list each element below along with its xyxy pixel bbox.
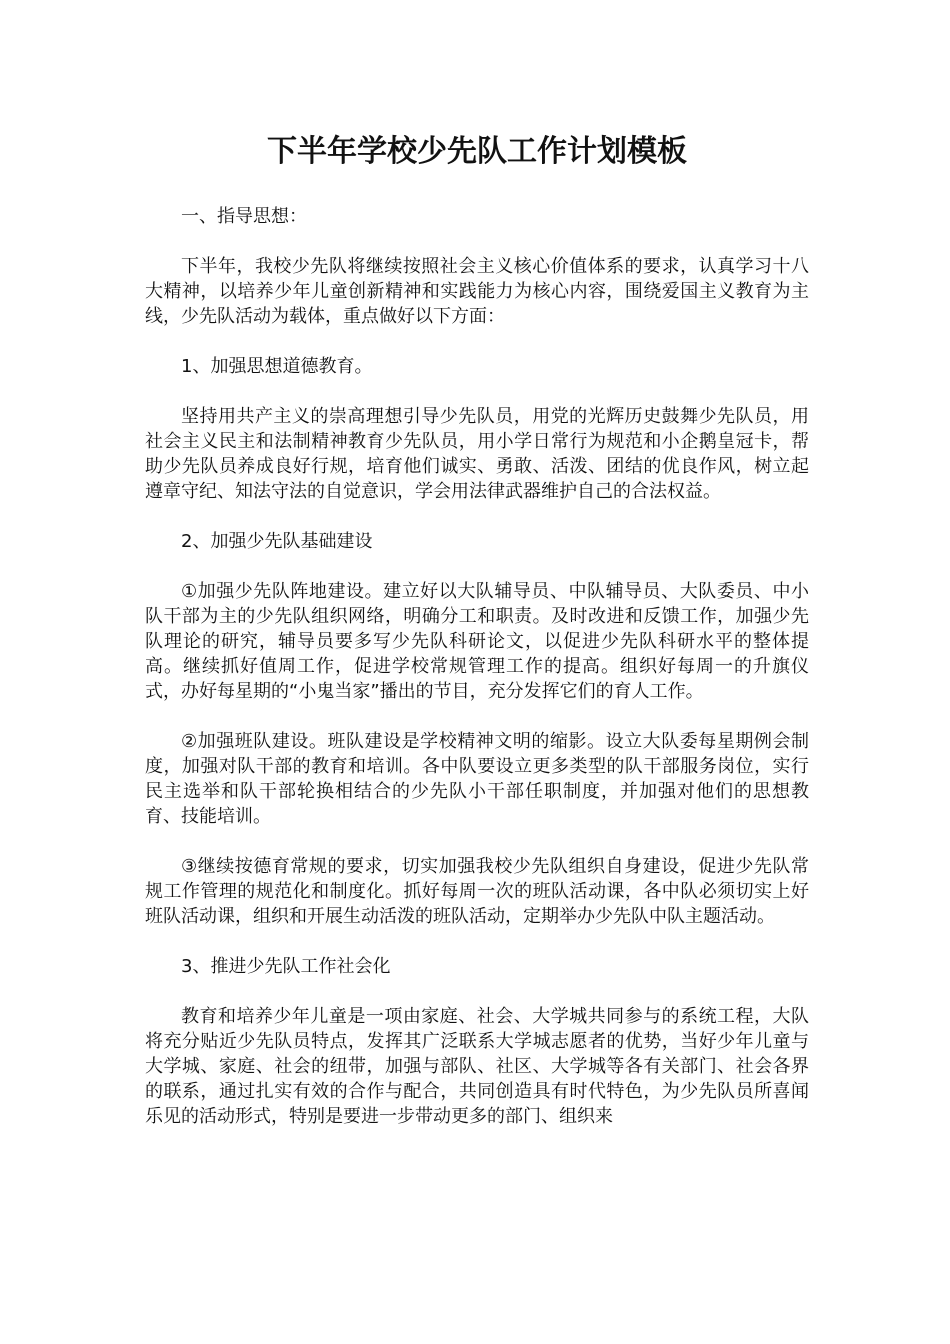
section-heading-guiding-ideology: 一、指导思想：: [181, 206, 307, 227]
section-heading-moral-education: 1、加强思想道德教育。: [181, 356, 373, 377]
paragraph-routine-building: ③继续按德育常规的要求，切实加强我校少先队组织自身建设，促进少先队常规工作管理的规范化和制度化。抓好每周一次的班队活动课，各中队必须切实上好班队活动课，组织和开展生动活泼的班队活动，定期举办少先队中队主题活动。: [145, 856, 809, 927]
document-title: 下半年学校少先队工作计划模板: [267, 134, 687, 169]
section-heading-foundation-building: 2、加强少先队基础建设: [181, 531, 373, 552]
paragraph-moral-education: 坚持用共产主义的崇高理想引导少先队员，用党的光辉历史鼓舞少先队员，用社会主义民主和法制精神教育少先队员，用小学日常行为规范和小企鹅皇冠卡，帮助少先队员养成良好行规，培育他们诚实、勇敢、活泼、团结的优良作风，树立起遵章守纪、知法守法的自觉意识，学会用法律武器维护自己的合法权益。: [145, 406, 809, 502]
document-page: [145, 128, 809, 1154]
paragraph-position-building: ①加强少先队阵地建设。建立好以大队辅导员、中队辅导员、大队委员、中小队干部为主的少先队组织网络，明确分工和职责。及时改进和反馈工作，加强少先队理论的研究，辅导员要多写少先队科研论文，以促进少先队科研水平的整体提高。继续抓好值周工作，促进学校常规管理工作的提高。组织好每周一的升旗仪式，办好每星期的“小鬼当家”播出的节目，充分发挥它们的育人工作。: [145, 581, 809, 702]
section-heading-socialization: 3、推进少先队工作社会化: [181, 956, 391, 977]
paragraph-socialization: 教育和培养少年儿童是一项由家庭、社会、大学城共同参与的系统工程，大队将充分贴近少先队员特点，发挥其广泛联系大学城志愿者的优势，当好少年儿童与大学城、家庭、社会的纽带，加强与部队、社区、大学城等各有关部门、社会各界的联系，通过扎实有效的合作与配合，共同创造具有时代特色，为少先队员所喜闻乐见的活动形式，特别是要进一步带动更多的部门、组织来: [145, 1006, 809, 1127]
paragraph-class-building: ②加强班队建设。班队建设是学校精神文明的缩影。设立大队委每星期例会制度，加强对队干部的教育和培训。各中队要设立更多类型的队干部服务岗位，实行民主选举和队干部轮换相结合的少先队小干部任职制度，并加强对他们的思想教育、技能培训。: [145, 731, 809, 827]
paragraph-intro: 下半年，我校少先队将继续按照社会主义核心价值体系的要求，认真学习十八大精神，以培养少年儿童创新精神和实践能力为核心内容，围绕爱国主义教育为主线，少先队活动为载体，重点做好以下方面：: [145, 256, 809, 327]
